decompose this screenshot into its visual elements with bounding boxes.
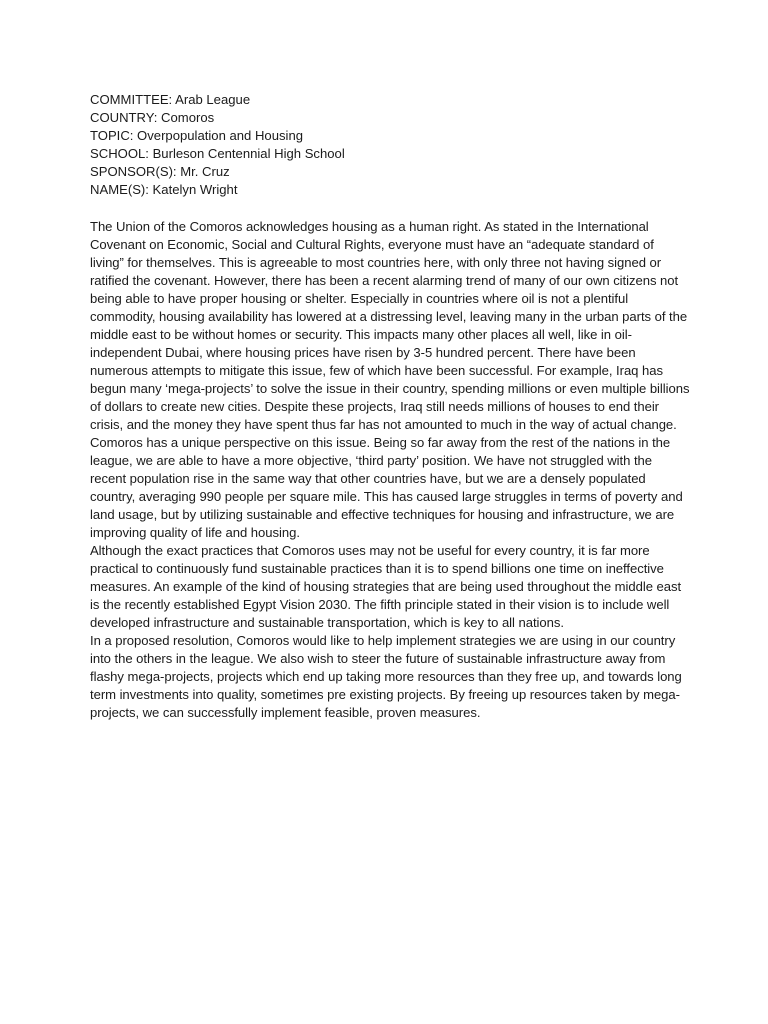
header-block	[90, 91, 690, 199]
document-content	[90, 91, 690, 722]
paragraph-1: The Union of the Comoros acknowledges housing as a human right. As stated in the International Covenant on Economic, Social and Cultural Rights, everyone must have an “adequate standard of living” for themselves. This is agreeable to most countries here, with only three not having signed or ratified the covenant. However, there has been a recent alarming trend of many of our own citizens not being able to have proper housing or shelter. Especially in countries where oil is not a plentiful commodity, housing availability has lowered at a distressing level, leaving many in the urban parts of the middle east to be without homes or security. This impacts many other places all well, like in oil-independent Dubai, where housing prices have risen by 3-5 hundred percent. There have been numerous attempts to mitigate this issue, few of which have been successful. For example, Iraq has begun many ‘mega-projects’ to solve the issue in their country, spending millions or even multiple billions of dollars to create new cities. Despite these projects, Iraq still needs millions of houses to end their crisis, and the money they have spent thus far has not amounted to much in the way of actual change.	[90, 219, 690, 432]
paragraph-2: Comoros has a unique perspective on this issue. Being so far away from the rest of the nations in the league, we are able to have a more objective, ‘third party’ position. We have not struggled with the recent population rise in the same way that other countries have, but we are a densely populated country, averaging 990 people per square mile. This has caused large struggles in terms of poverty and land usage, but by utilizing sustainable and effective techniques for housing and infrastructure, we are improving quality of life and housing.	[90, 435, 683, 540]
header-spacer	[90, 199, 690, 218]
body-block	[90, 218, 690, 722]
paragraph-3: Although the exact practices that Comoros uses may not be useful for every country, it is far more practical to continuously fund sustainable practices than it is to spend billions one time on ineffective measures. An example of the kind of housing strategies that are being used throughout the middle east is the recently established Egypt Vision 2030. The fifth principle stated in their vision is to include well developed infrastructure and sustainable transportation, which is key to all nations.	[90, 543, 682, 630]
names-line: NAME(S): Katelyn Wright	[90, 182, 238, 197]
topic-line: TOPIC: Overpopulation and Housing	[90, 128, 304, 143]
school-line: SCHOOL: Burleson Centennial High School	[90, 146, 345, 161]
paragraph-4: In a proposed resolution, Comoros would like to help implement strategies we are using in our country into the others in the league. We also wish to steer the future of sustainable infrastructure away from flashy mega-projects, projects which end up taking more resources than they free up, and towards long term investments into quality, sometimes pre existing projects. By freeing up resources taken by mega-projects, we can successfully implement feasible, proven measures.	[90, 633, 682, 720]
country-line: COUNTRY: Comoros	[90, 110, 215, 125]
sponsor-line: SPONSOR(S): Mr. Cruz	[90, 164, 230, 179]
committee-line: COMMITTEE: Arab League	[90, 92, 251, 107]
